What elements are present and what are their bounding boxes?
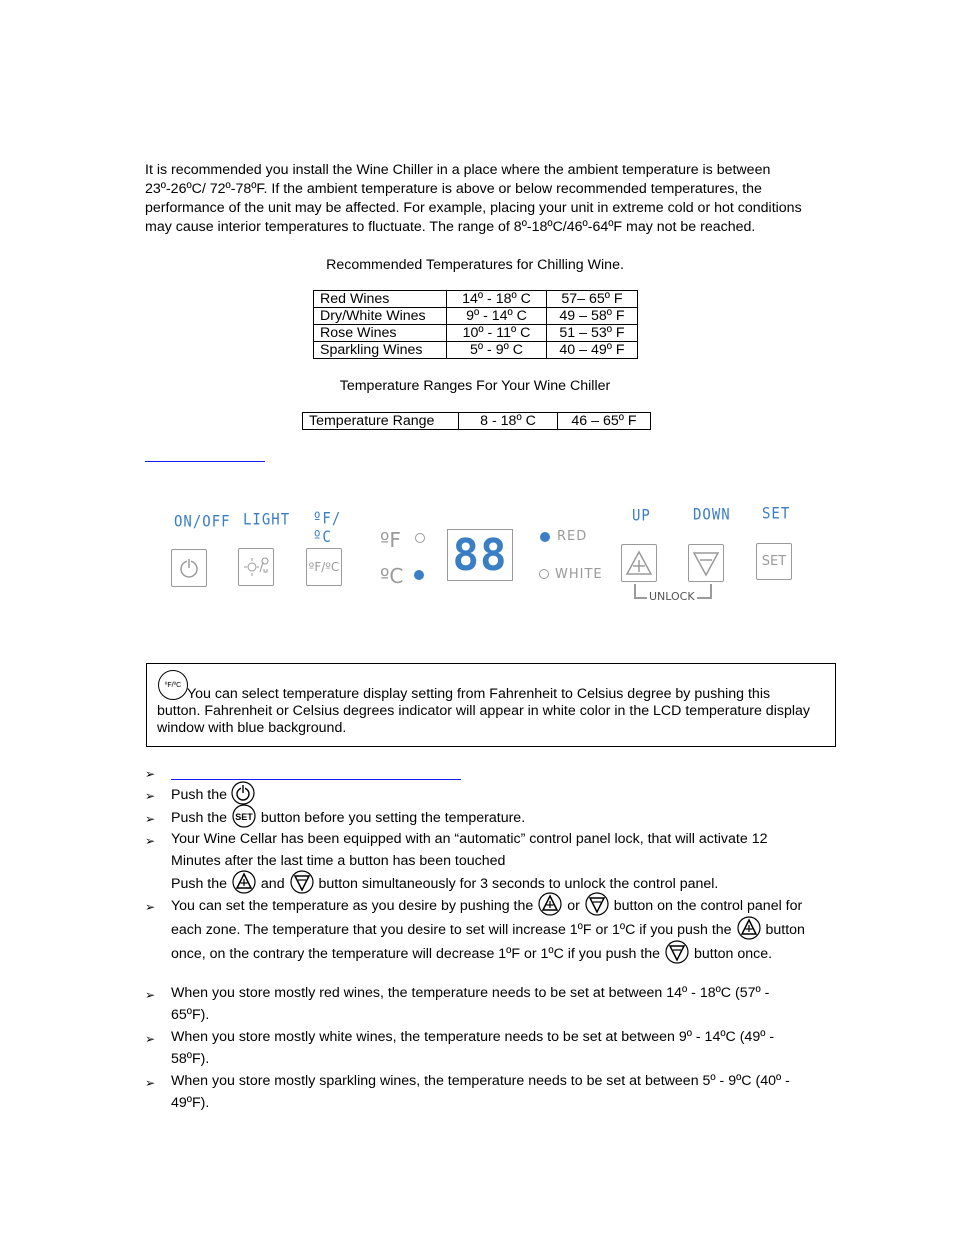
fahrenheit-cell: 51 – 53º F xyxy=(547,325,638,342)
fahrenheit-led xyxy=(415,533,425,543)
arrowhead-bullet-icon: ➢ xyxy=(145,1076,156,1090)
up-arrow-icon xyxy=(231,870,257,894)
celsius-cell: 9º - 14º C xyxy=(447,308,547,325)
down-arrow-icon xyxy=(584,892,610,916)
table-row xyxy=(303,413,651,430)
wine-cell: Dry/White Wines xyxy=(314,308,447,325)
list-item-text: Push the xyxy=(171,809,228,826)
arrowhead-bullet-icon: ➢ xyxy=(145,900,156,914)
list-item: When you store mostly sparkling wines, the temperature needs to be set at between 5º - 9ºC (40º - 49ºF). xyxy=(171,1073,790,1111)
power-icon xyxy=(231,781,255,805)
list-item xyxy=(171,806,811,830)
list-item xyxy=(171,828,811,896)
fahrenheit-cell: 57– 65º F xyxy=(547,291,638,308)
list-item-text: button before you setting the temperature. xyxy=(260,809,526,826)
celsius-cell: 10º - 11º C xyxy=(447,325,547,342)
fahrenheit-cell: 49 – 58º F xyxy=(547,308,638,325)
list-item: When you store mostly white wines, the temperature needs to be set at between 9º - 14ºC (49º - 58ºF). xyxy=(171,1029,775,1067)
celsius-led xyxy=(414,570,424,580)
table-row xyxy=(314,308,638,325)
chill-table xyxy=(313,290,638,359)
up-arrow-icon xyxy=(736,916,762,940)
list-item-text: button on the control panel for each zone. The temperature that you desire to set will increase 1ºF or 1ºC if you push the xyxy=(171,897,803,938)
celsius-cell: 14º - 18º C xyxy=(447,291,547,308)
set-icon xyxy=(231,804,257,828)
wine-cell: Sparkling Wines xyxy=(314,342,447,359)
unit-toggle-icon-text: ºF/ºC xyxy=(164,681,182,689)
up-arrow-icon xyxy=(537,892,563,916)
list-item xyxy=(171,783,811,807)
note-text xyxy=(157,686,817,737)
unit-toggle-button[interactable]: ºF/ºC xyxy=(306,548,342,586)
list-item-text: Push the xyxy=(171,875,228,892)
white-led xyxy=(539,569,549,579)
table-row xyxy=(314,291,638,308)
arrowhead-bullet-icon: ➢ xyxy=(145,789,156,803)
note-body: You can select temperature display setting from Fahrenheit to Celsius degree by pushing this button. Fahrenheit or Celsius degrees indicator will appear in white color in the LCD temperature display window with blue background. xyxy=(157,686,810,736)
celsius-cell: 8 - 18º C xyxy=(459,413,558,430)
light-button[interactable] xyxy=(238,548,274,586)
list-item: When you store mostly red wines, the temperature needs to be set at between 14º - 18ºC (57º - 65ºF). xyxy=(171,985,770,1023)
up-arrow-icon xyxy=(625,549,653,577)
arrowhead-bullet-icon: ➢ xyxy=(145,767,156,781)
white-indicator: WHITE xyxy=(555,567,603,582)
up-label: UP xyxy=(632,506,651,526)
list-item-text: button simultaneously for 3 seconds to unlock the control panel. xyxy=(318,875,719,892)
wine-cell: Rose Wines xyxy=(314,325,447,342)
range-table-caption: Temperature Ranges For Your Wine Chiller xyxy=(339,378,611,394)
on-off-label: ON/OFF xyxy=(174,512,231,532)
range-table xyxy=(302,412,651,430)
list-item-text: Push the xyxy=(171,786,228,803)
table-row xyxy=(314,342,638,359)
down-arrow-icon xyxy=(664,940,690,964)
power-icon xyxy=(177,556,201,580)
set-label: SET xyxy=(762,504,791,524)
red-indicator: RED xyxy=(557,529,588,544)
unit-label: ºF/ºC xyxy=(313,509,342,547)
range-label-cell: Temperature Range xyxy=(303,413,459,430)
fahrenheit-indicator: ºF xyxy=(380,528,401,552)
list-item xyxy=(171,894,811,966)
celsius-cell: 5º - 9º C xyxy=(447,342,547,359)
intro-paragraph: It is recommended you install the Wine Chiller in a place where the ambient temperature is between 23º-26ºC/ 72º-78ºF. If the ambient temperature is above or below recommended temperatures, the performance of the unit may be affected. For example, placing your unit in extreme cold or hot conditions may cause interior temperatures to fluctuate. The range of 8º-18ºC/46º-64ºF may not be reached. xyxy=(145,162,802,235)
on-off-button[interactable] xyxy=(171,549,207,587)
list-item-text: or xyxy=(567,897,580,914)
down-button[interactable] xyxy=(688,544,724,582)
chill-table-caption: Recommended Temperatures for Chilling Wine. xyxy=(326,257,624,273)
section-heading-underline xyxy=(145,461,265,462)
list-item-text: button once. xyxy=(693,945,773,962)
arrowhead-bullet-icon: ➢ xyxy=(145,988,156,1002)
list-item-text: Your Wine Cellar has been equipped with an “automatic” control panel lock, that will activate 12 Minutes after the last time a button has been touched xyxy=(171,831,768,869)
fahrenheit-cell: 40 – 49º F xyxy=(547,342,638,359)
arrowhead-bullet-icon: ➢ xyxy=(145,1032,156,1046)
fahrenheit-cell: 46 – 65º F xyxy=(558,413,651,430)
light-label: LIGHT xyxy=(243,510,291,530)
set-button[interactable]: SET xyxy=(756,543,792,580)
list-item-text: button once, on the contrary the temperature will decrease 1ºF or 1ºC if you push the xyxy=(171,921,805,962)
red-led xyxy=(540,532,550,542)
list-item-text: You can set the temperature as you desire by pushing the xyxy=(171,897,534,914)
light-bulb-icon xyxy=(242,556,270,578)
down-arrow-icon xyxy=(289,870,315,894)
svg-text:SET: SET xyxy=(235,812,253,822)
up-button[interactable] xyxy=(621,544,657,582)
down-arrow-icon xyxy=(692,549,720,577)
arrowhead-bullet-icon: ➢ xyxy=(145,812,156,826)
lcd-digits: 88 xyxy=(452,529,508,581)
wine-cell: Red Wines xyxy=(314,291,447,308)
arrowhead-bullet-icon: ➢ xyxy=(145,834,156,848)
unlock-label: UNLOCK xyxy=(649,590,695,603)
lcd-display xyxy=(447,529,513,581)
celsius-indicator: ºC xyxy=(380,564,404,588)
down-label: DOWN xyxy=(693,505,731,525)
bullet-heading-underline xyxy=(171,779,461,780)
table-row xyxy=(314,325,638,342)
list-item-text: and xyxy=(260,875,285,892)
